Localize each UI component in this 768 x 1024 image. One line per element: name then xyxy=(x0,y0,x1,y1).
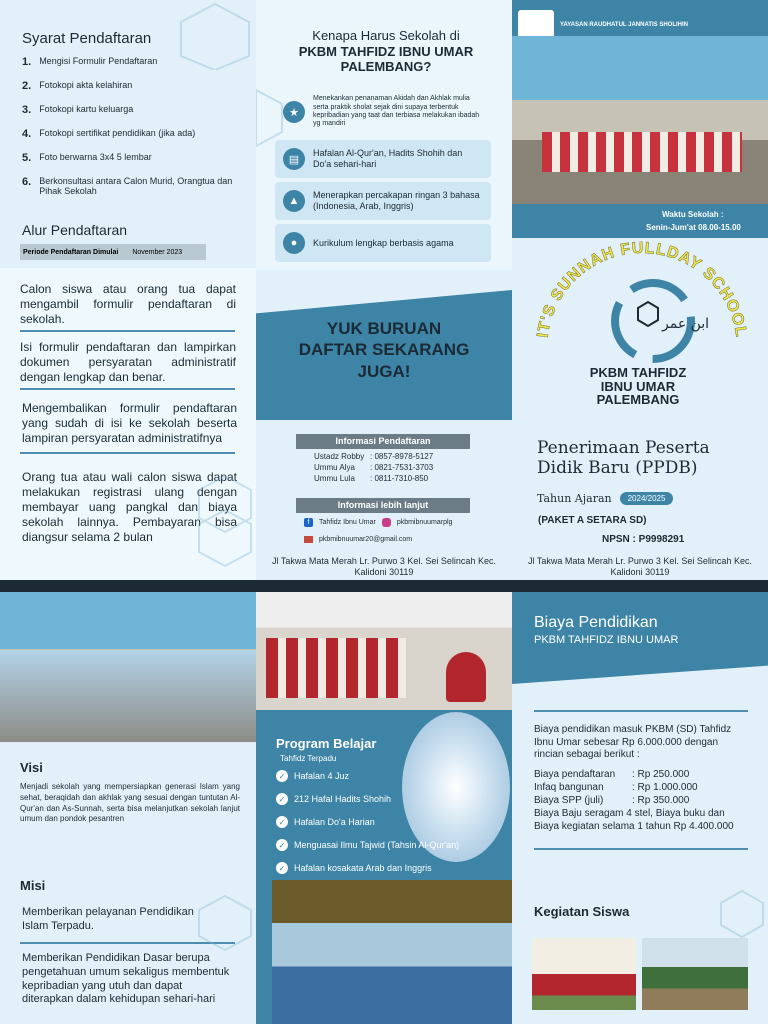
activity-photo-2 xyxy=(272,880,512,1024)
address-text: Jl Takwa Mata Merah Lr. Purwo 3 Kel. Sei Selincah Kec. Kalidoni 30119 xyxy=(272,556,496,577)
benefit-item: ★ Menekankan penanaman Akidah dan Akhlak mulia serta praktik sholat sejak dini supaya terbentuk kepribadian yang taat dan terbiasa melakukan ibadah yg mandiri xyxy=(275,92,491,132)
kenapa-title: Kenapa Harus Sekolah di PKBM TAHFIDZ IBNU UMAR PALEMBANG? xyxy=(298,28,474,75)
biaya-intro: Biaya pendidikan masuk PKBM (SD) Tahfidz Ibnu Umar sebesar Rp 6.000.000 dengan rincian sebagai berikut : xyxy=(534,724,732,760)
ppdb-title: Penerimaan Peserta Didik Baru (PPDB) xyxy=(537,438,710,479)
waktu-label: Waktu Sekolah : xyxy=(662,210,724,219)
benefit-item: ● Kurikulum lengkap berbasis agama xyxy=(275,224,491,262)
panel-biaya xyxy=(512,592,768,1024)
cover-address: Jl Takwa Mata Merah Lr. Purwo 3 Kel. Sei Selincah Kec. Kalidoni 30119 xyxy=(528,556,752,577)
contact-row: Ummu Alya : 0821-7531-3703 xyxy=(314,462,434,472)
list-item: ✓ Hafalan kosakata Arab dan Inggris xyxy=(276,862,467,874)
panel-program xyxy=(256,592,512,1024)
hexagon-pattern-icon xyxy=(717,888,767,938)
email-icon xyxy=(304,536,313,543)
visi-title: Visi xyxy=(20,760,43,775)
check-icon: ✓ xyxy=(276,816,288,828)
kegiatan-photo-1 xyxy=(532,938,636,1010)
check-icon: ✓ xyxy=(276,862,288,874)
alur-step-2: Isi formulir pendaftaran dan lampirkan dokumen persyaratan administratif dengan lengkap dan benar. xyxy=(20,340,236,384)
panel-cover xyxy=(512,0,768,580)
misi-title: Misi xyxy=(20,878,46,893)
social-row xyxy=(304,518,452,527)
panel-kenapa-info xyxy=(256,0,512,580)
school-building-photo xyxy=(0,592,256,742)
benefit-item: ▲ Menerapkan percakapan ringan 3 bahasa (Indonesia, Arab, Inggris) xyxy=(275,182,491,220)
contact-row: Ummu Lula : 0811-7310-850 xyxy=(314,473,429,483)
facebook-icon: f xyxy=(304,518,313,527)
kegiatan-title: Kegiatan Siswa xyxy=(534,904,630,919)
activity-photo-1 xyxy=(256,592,512,710)
more-title: Informasi lebih lanjut xyxy=(296,498,470,513)
tahun-badge: 2024/2025 xyxy=(620,492,674,505)
logo-arabic: ابن عمر xyxy=(662,316,710,332)
school-name: PKBM TAHFIDZ IBNU UMAR PALEMBANG xyxy=(589,365,687,408)
panel-visi-misi xyxy=(0,592,256,1024)
contact-row: Ustadz Robby : 0857-8978-5127 xyxy=(314,452,434,461)
list-item: 6. Berkonsultasi antara Calon Murid, Orangtua dan Pihak Sekolah xyxy=(22,176,233,196)
npsn-text: NPSN : P9998291 xyxy=(602,534,685,545)
info-title: Informasi Pendaftaran xyxy=(296,434,470,449)
biaya-subtitle: PKBM TAHFIDZ IBNU UMAR xyxy=(534,634,679,646)
list-item: 5. Foto berwarna 3x4 5 lembar xyxy=(22,152,152,164)
syarat-list xyxy=(22,56,247,208)
cta-text: YUK BURUAN DAFTAR SEKARANG JUGA! xyxy=(298,319,470,381)
biaya-title: Biaya Pendidikan xyxy=(534,614,658,631)
benefit-item: ▤ Hafalan Al-Qur'an, Hadits Shohih dan Do'a sehari-hari xyxy=(275,140,491,178)
graduation-cap-icon: ▲ xyxy=(283,190,305,212)
instagram-link[interactable]: pkbmibnuumarplg xyxy=(396,519,453,526)
list-item: 2. Fotokopi akta kelahiran xyxy=(22,80,133,92)
list-item: ✓ Hafalan 4 Juz xyxy=(276,770,467,782)
list-item: ✓ 212 Hafal Hadits Shohih xyxy=(276,793,467,805)
visi-text: Menjadi sekolah yang mempersiapkan generasi Islam yang sehat, beraqidah dan akhlak yang sesuai dengan tuntutan Al-Qur'an dan As-Sunnah, serta bisa melanjutkan sekolah lanjut umum dan pondok pesantren xyxy=(20,782,240,824)
table-row: Biaya SPP (juli) : Rp 350.000 xyxy=(534,795,690,806)
hexagon-pattern-icon xyxy=(195,470,255,570)
syarat-title: Syarat Pendaftaran xyxy=(22,30,152,47)
misi-item-2: Memberikan Pendidikan Dasar berupa pengetahuan umum sekaligus membentuk kepribadian yang utuh dan dapat diterapkan dalam kehidupan sehari-hari xyxy=(22,952,230,1006)
biaya-rows xyxy=(534,768,734,833)
check-icon: ✓ xyxy=(276,793,288,805)
check-icon: ✓ xyxy=(276,770,288,782)
alur-step-3: Mengembalikan formulir pendaftaran yang sudah di isi ke sekolah beserta lampiran persyaratan administratifnya xyxy=(22,401,237,445)
email-link[interactable]: pkbmibnuumar20@gmail.com xyxy=(319,536,413,543)
list-item: 4. Fotokopi sertifikat pendidikan (jika ada) xyxy=(22,128,196,140)
check-icon: ✓ xyxy=(276,839,288,851)
alur-step-4: Orang tua atau wali calon siswa dapat melakukan registrasi ulang dengan membayar uang pangkal dan biaya sekolah lainnya. Pembayaran bisa diangsur selama 2 bulan xyxy=(22,470,237,544)
facebook-link[interactable]: Tahfidz Ibnu Umar xyxy=(319,519,376,526)
tahun-row: Tahun Ajaran 2024/2025 xyxy=(537,492,673,505)
fold-separator xyxy=(0,580,768,592)
misi-item-1: Memberikan pelayanan Pendidikan Islam Terpadu. xyxy=(22,906,194,932)
table-row: Biaya pendaftaran : Rp 250.000 xyxy=(534,769,690,780)
list-item: ✓ Menguasai Ilmu Tajwid (Tahsin Al-Qur'an) xyxy=(276,839,467,851)
star-icon: ★ xyxy=(283,101,305,123)
periode-bar: Periode Pendaftaran Dimulai November 2023 xyxy=(20,244,206,260)
alur-title: Alur Pendaftaran xyxy=(22,222,128,238)
email-row xyxy=(304,536,412,543)
alur-step-1: Calon siswa atau orang tua dapat mengambil formulir pendaftaran di sekolah. xyxy=(20,282,236,326)
svg-text:IT'S SUNNAH FULLDAY SCHOOL: IT'S SUNNAH FULLDAY SCHOOL xyxy=(534,239,750,339)
contact-list xyxy=(314,452,433,484)
list-item: 1. Mengisi Formulir Pendaftaran xyxy=(22,56,158,68)
biaya-extra-1: Biaya Baju seragam 4 stel, Biaya buku dan xyxy=(534,808,725,819)
list-item: ✓ Hafalan Do'a Harian xyxy=(276,816,467,828)
people-icon: ● xyxy=(283,232,305,254)
yayasan-name: YAYASAN RAUDHATUL JANNATIS SHOLIHIN xyxy=(560,22,689,28)
hexagon-pattern-icon xyxy=(195,892,255,952)
kegiatan-photo-2 xyxy=(642,938,748,1010)
instagram-icon xyxy=(382,518,391,527)
list-item: 3. Fotokopi kartu keluarga xyxy=(22,104,134,116)
program-title: Program Belajar xyxy=(276,736,377,751)
table-row: Infaq bangunan : Rp 1.000.000 xyxy=(534,782,698,793)
students-photo xyxy=(512,36,768,204)
paket-text: (PAKET A SETARA SD) xyxy=(538,515,647,526)
program-subtitle: Tahfidz Terpadu xyxy=(280,754,337,763)
book-icon: ▤ xyxy=(283,148,305,170)
biaya-extra-2: Biaya kegiatan selama 1 tahun Rp 4.400.000 xyxy=(534,821,734,832)
panel-syarat-alur xyxy=(0,0,256,580)
waktu-value: Senin-Jum'at 08.00-15.00 xyxy=(646,223,741,232)
